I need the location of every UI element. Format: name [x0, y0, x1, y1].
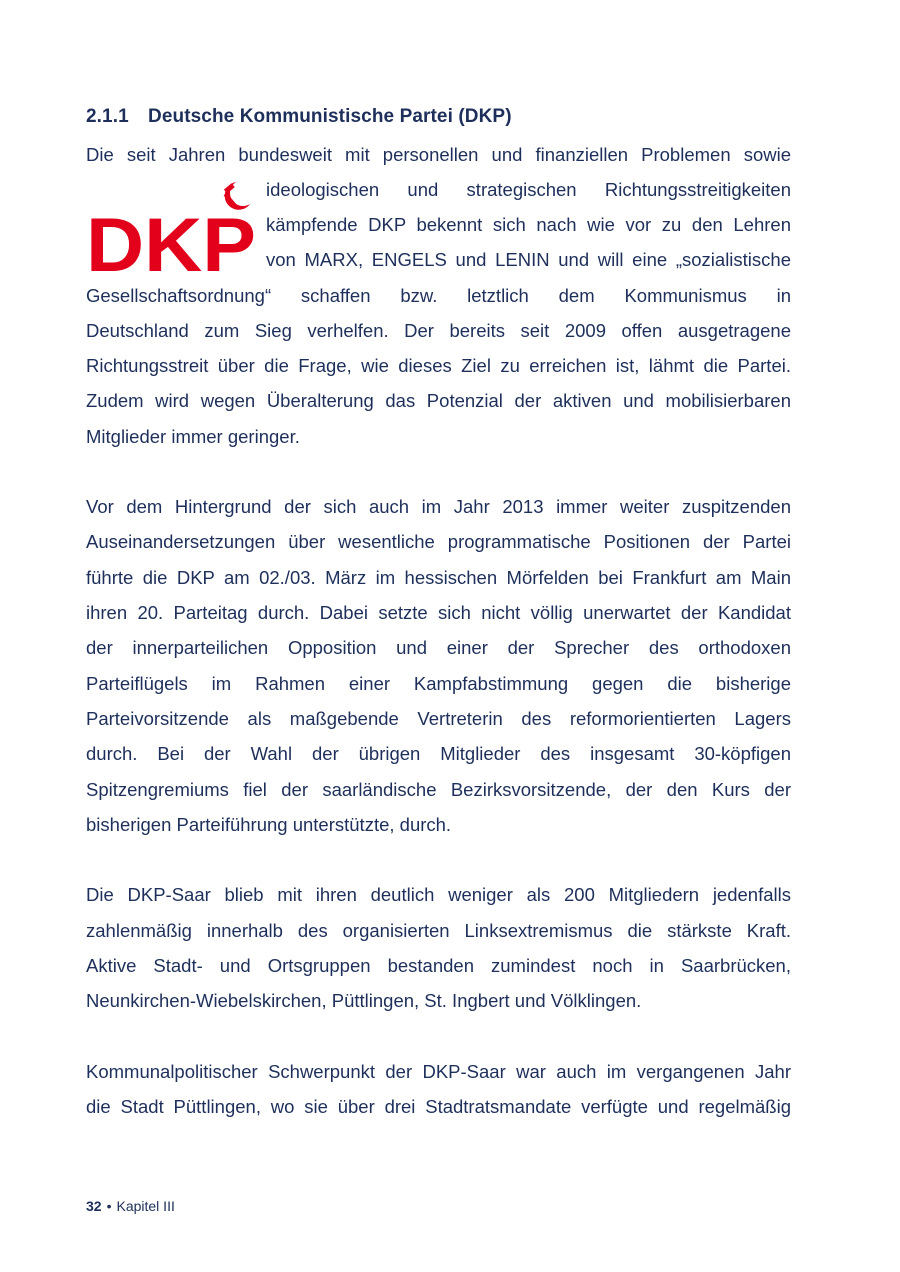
footer-separator: • — [106, 1198, 112, 1214]
text-line: ihren 20. Parteitag durch. Dabei setzte sich nicht völlig unerwartet der Kandidat — [86, 602, 791, 623]
text-line: Auseinandersetzungen über wesentliche programmatische Positionen der Partei — [86, 531, 791, 552]
text-line: Neunkirchen-Wiebelskirchen, Püttlingen, St. Ingbert und Völklingen. — [86, 990, 642, 1011]
text-line: Richtungsstreit über die Frage, wie dieses Ziel zu erreichen ist, lähmt die Partei. — [86, 355, 791, 376]
section-number: 2.1.1 — [86, 106, 129, 127]
text-line: Deutschland zum Sieg verhelfen. Der bereits seit 2009 offen ausgetragene — [86, 320, 791, 341]
text-line: bisherigen Parteiführung unterstützte, durch. — [86, 814, 452, 835]
text-line: Vor dem Hintergrund der sich auch im Jahr 2013 immer weiter zuspitzenden — [86, 496, 791, 517]
text-line: führte die DKP am 02./03. März im hessischen Mörfelden bei Frankfurt am Main — [86, 567, 791, 588]
text-line: Zudem wird wegen Überalterung das Potenzial der aktiven und mobilisierbaren — [86, 390, 791, 411]
text-line: Die DKP-Saar blieb mit ihren deutlich weniger als 200 Mitgliedern jedenfalls — [86, 884, 791, 905]
text-line: Die seit Jahren bundesweit mit personellen und finanziellen Problemen sowie — [86, 144, 791, 165]
text-line: von MARX, ENGELS und LENIN und will eine „sozialistische — [266, 249, 791, 270]
logo-text: DKP — [86, 203, 256, 274]
section-heading — [86, 106, 512, 128]
page-footer — [86, 1198, 175, 1214]
text-line: der innerparteilichen Opposition und einer der Sprecher des orthodoxen — [86, 637, 791, 658]
chapter-label: Kapitel III — [116, 1198, 175, 1214]
text-line: Kommunalpolitischer Schwerpunkt der DKP-Saar war auch im vergangenen Jahr — [86, 1061, 791, 1082]
text-line: ideologischen und strategischen Richtungsstreitigkeiten — [266, 179, 791, 200]
text-line: zahlenmäßig innerhalb des organisierten Linksextremismus die stärkste Kraft. — [86, 920, 791, 941]
text-line: Mitglieder immer geringer. — [86, 426, 300, 447]
text-line: Spitzengremiums fiel der saarländische Bezirksvorsitzende, der den Kurs der — [86, 779, 791, 800]
text-line: Gesellschaftsordnung“ schaffen bzw. letztlich dem Kommunismus in — [86, 285, 791, 306]
text-line: die Stadt Püttlingen, wo sie über drei Stadtratsmandate verfügte und regelmäßig — [86, 1096, 791, 1117]
text-line: kämpfende DKP bekennt sich nach wie vor zu den Lehren — [266, 214, 791, 235]
page-number: 32 — [86, 1198, 102, 1214]
text-line: Aktive Stadt- und Ortsgruppen bestanden zumindest noch in Saarbrücken, — [86, 955, 791, 976]
text-line: durch. Bei der Wahl der übrigen Mitglieder des insgesamt 30-köpfigen — [86, 743, 791, 764]
text-line: Parteiflügels im Rahmen einer Kampfabstimmung gegen die bisherige — [86, 673, 791, 694]
dkp-logo — [86, 178, 258, 274]
section-title: Deutsche Kommunistische Partei (DKP) — [148, 106, 512, 127]
text-line: Parteivorsitzende als maßgebende Vertreterin des reformorientierten Lagers — [86, 708, 791, 729]
